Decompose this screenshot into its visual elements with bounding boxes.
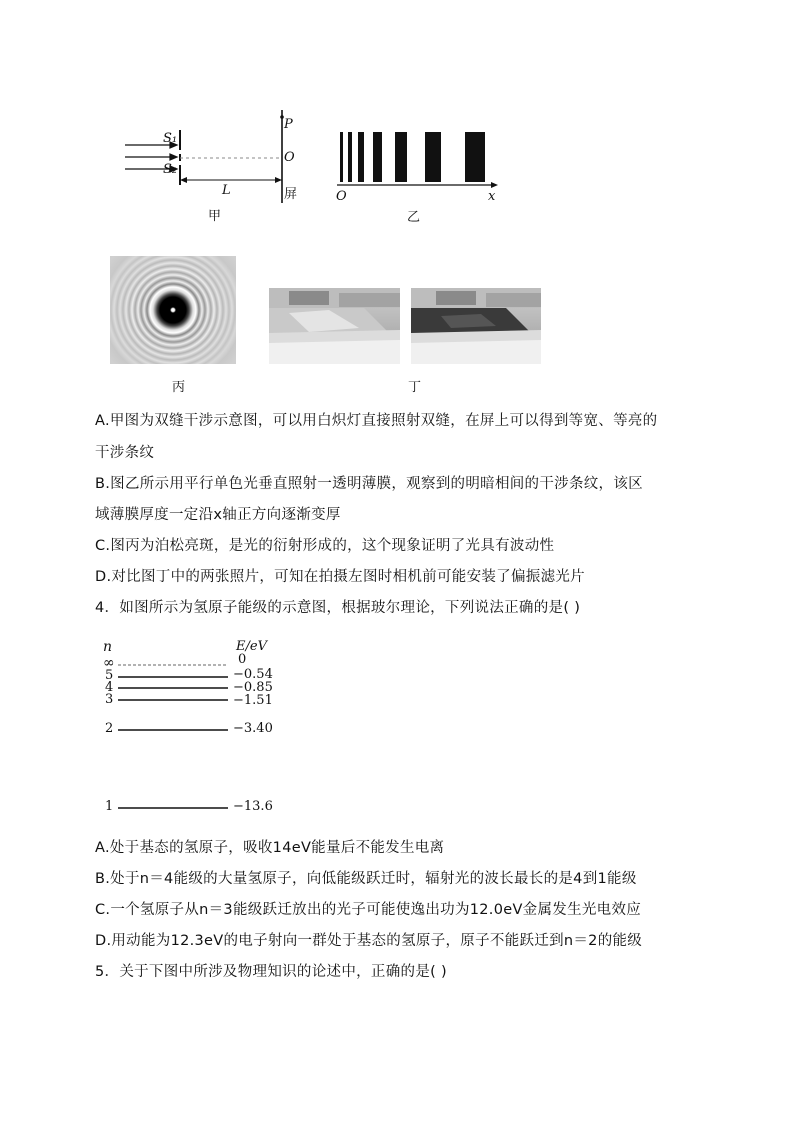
label-yi-o: O: [336, 189, 347, 204]
label-s1: S₁: [163, 131, 178, 146]
q4-option-a: A.处于基态的氢原子，吸收14eV能量后不能发生电离: [95, 840, 445, 856]
q3-option-a-line2: 干涉条纹: [95, 445, 155, 461]
level-n-5: 5: [105, 668, 114, 683]
energy-level-diagram: [100, 638, 300, 818]
level-e-0: 0: [238, 652, 247, 667]
poisson-spot-image: [110, 256, 236, 364]
caption-ding: 丁: [408, 380, 422, 395]
level-n-inf: ∞: [103, 655, 115, 671]
car-photo-right: [411, 288, 541, 364]
caption-bing: 丙: [172, 380, 186, 395]
n-header: n: [103, 639, 113, 655]
level-e-3: −1.51: [233, 693, 273, 708]
fringe-pattern: [333, 130, 503, 200]
q3-option-b-line1: B.图乙所示用平行单色光垂直照射一透明薄膜，观察到的明暗相间的干涉条纹，该区: [95, 476, 643, 492]
label-p: P: [284, 117, 293, 132]
q5-stem: 5．关于下图中所涉及物理知识的论述中，正确的是( ): [95, 964, 447, 980]
q3-option-d: D.对比图丁中的两张照片，可知在拍摄左图时相机前可能安装了偏振滤光片: [95, 569, 585, 585]
q3-option-c: C.图丙为泊松亮斑，是光的衍射形成的，这个现象证明了光具有波动性: [95, 538, 555, 554]
level-e-1: −13.6: [233, 799, 273, 814]
level-e-2: −3.40: [233, 721, 273, 736]
level-e-5: −0.54: [233, 667, 273, 682]
q4-stem: 4．如图所示为氢原子能级的示意图，根据玻尔理论，下列说法正确的是( ): [95, 600, 581, 616]
q3-option-b-line2: 域薄膜厚度一定沿x轴正方向逐渐变厚: [95, 507, 341, 523]
label-screen: 屏: [284, 187, 298, 202]
label-l: L: [222, 183, 231, 198]
level-n-1: 1: [105, 799, 114, 814]
q4-option-b: B.处于n＝4能级的大量氢原子，向低能级跃迁时，辐射光的波长最长的是4到1能级: [95, 871, 637, 887]
figure-yi: [333, 130, 503, 225]
q4-option-d: D.用动能为12.3eV的电子射向一群处于基态的氢原子，原子不能跃迁到n＝2的能级: [95, 933, 643, 949]
level-e-4: −0.85: [233, 680, 273, 695]
caption-jia: 甲: [208, 209, 222, 224]
e-header: E/eV: [236, 639, 267, 654]
label-s2: S₂: [163, 162, 178, 177]
figure-jia: [120, 105, 320, 225]
level-n-2: 2: [105, 721, 114, 736]
level-n-4: 4: [105, 680, 114, 695]
q4-option-c: C.一个氢原子从n＝3能级跃迁放出的光子可能使逸出功为12.0eV金属发生光电效应: [95, 902, 642, 918]
label-o: O: [284, 150, 295, 165]
label-yi-x: x: [488, 189, 496, 204]
caption-yi: 乙: [407, 210, 421, 225]
car-photo-left: [269, 288, 400, 364]
q3-option-a-line1: A.甲图为双缝干涉示意图，可以用白炽灯直接照射双缝，在屏上可以得到等宽、等亮的: [95, 413, 658, 429]
level-n-3: 3: [105, 692, 114, 707]
